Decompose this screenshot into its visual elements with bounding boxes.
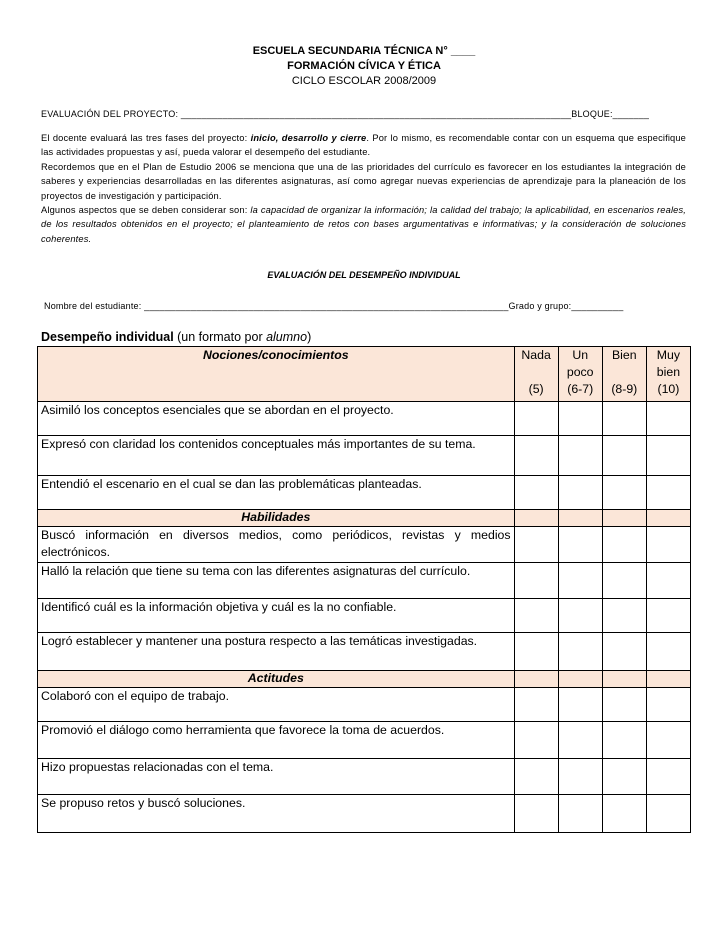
- rating-cell[interactable]: [558, 722, 602, 759]
- rating-cell[interactable]: [558, 527, 602, 563]
- table-subtitle: [41, 330, 311, 344]
- header-nociones: [38, 347, 515, 402]
- section-cell: [646, 671, 690, 688]
- subtitle-italic: alumno: [266, 330, 308, 344]
- evaluation-table: [37, 346, 691, 833]
- table-row: [38, 633, 691, 671]
- col-nada-top: Nada: [521, 348, 551, 362]
- intro-p1-b: . Por lo mismo, es recomendable contar con un esquema que especifique las actividades propuestas y así, pueda valorar el desempeño del estudiante.: [41, 133, 686, 158]
- subtitle-bold: Desempeño individual: [41, 330, 174, 344]
- intro-paragraph-2: Recordemos que en el Plan de Estudio 2006 se menciona que una de las prioridades del currículo es favorecer en los estudiantes la integración de saberes y experiencias desarrolladas en las diferentes asignaturas, así como agregar nuevas experiencias de aprendizaje para la planeación de los proyectos de investigación y participación.: [41, 161, 686, 201]
- row-criterion: Halló la relación que tiene su tema con las diferentes asignaturas del currículo.: [38, 563, 515, 599]
- subject-name: FORMACIÓN CÍVICA Y ÉTICA: [287, 60, 441, 72]
- rating-cell[interactable]: [646, 563, 690, 599]
- col-un-poco-top: Un: [572, 348, 589, 362]
- rating-cell[interactable]: [646, 759, 690, 795]
- section-cell: [646, 510, 690, 527]
- rating-cell[interactable]: [558, 476, 602, 510]
- rating-cell[interactable]: [558, 599, 602, 633]
- rating-cell[interactable]: [602, 476, 646, 510]
- rating-cell[interactable]: [602, 722, 646, 759]
- table-row: [38, 527, 691, 563]
- rating-cell[interactable]: [514, 795, 558, 833]
- rating-cell[interactable]: [646, 795, 690, 833]
- rating-cell[interactable]: [602, 436, 646, 476]
- intro-paragraph-3: [41, 203, 686, 246]
- rating-cell[interactable]: [602, 402, 646, 436]
- rating-cell[interactable]: [514, 633, 558, 671]
- table-row: [38, 795, 691, 833]
- col-muy-bien-mid: bien: [656, 365, 681, 379]
- rating-cell[interactable]: [558, 563, 602, 599]
- col-un-poco-mid: poco: [566, 365, 594, 379]
- row-criterion: Colaboró con el equipo de trabajo.: [38, 688, 515, 722]
- row-criterion: Hizo propuestas relacionadas con el tema.: [38, 759, 515, 795]
- rating-cell[interactable]: [514, 563, 558, 599]
- table-row: [38, 402, 691, 436]
- rating-cell[interactable]: [646, 722, 690, 759]
- rating-cell[interactable]: [646, 527, 690, 563]
- rating-cell[interactable]: [646, 436, 690, 476]
- table-row: [38, 688, 691, 722]
- intro-p3-b: la capacidad de organizar la información; la calidad del trabajo; la aplicabilidad, en escenarios reales, de los resultados obtenidos en el proyecto; el planteamiento de retos con bases argumentativas e informativas; y la consideración de soluciones coherentes.: [41, 205, 687, 244]
- section-row-habilidades: [38, 510, 691, 527]
- section-cell: [558, 510, 602, 527]
- table-row: [38, 599, 691, 633]
- rating-cell[interactable]: [558, 688, 602, 722]
- rating-cell[interactable]: [602, 599, 646, 633]
- section-title: EVALUACIÓN DEL DESEMPEÑO INDIVIDUAL: [267, 270, 461, 280]
- rating-cell[interactable]: [514, 722, 558, 759]
- nociones-title: Nociones/conocimientos: [203, 348, 349, 362]
- row-criterion: Buscó información en diversos medios, como periódicos, revistas y medios electrónicos.: [38, 527, 515, 563]
- rating-cell[interactable]: [558, 436, 602, 476]
- rating-cell[interactable]: [514, 476, 558, 510]
- rating-cell[interactable]: [514, 402, 558, 436]
- document-header: [0, 44, 728, 89]
- table-row: [38, 722, 691, 759]
- rating-cell[interactable]: [602, 688, 646, 722]
- intro-p3-a: Algunos aspectos que se deben considerar son:: [41, 205, 251, 216]
- rating-cell[interactable]: [514, 688, 558, 722]
- rating-cell[interactable]: [558, 402, 602, 436]
- table-header-row: [38, 347, 691, 402]
- project-line: EVALUACIÓN DEL PROYECTO: ___________________________________________________________________________BLOQUE:_______: [41, 109, 650, 119]
- rating-cell[interactable]: [514, 527, 558, 563]
- col-un-poco-bottom: (6-7): [567, 382, 594, 396]
- rating-cell[interactable]: [602, 527, 646, 563]
- col-muy-bien: [646, 347, 690, 402]
- section-cell: [602, 510, 646, 527]
- row-criterion: Expresó con claridad los contenidos conceptuales más importantes de su tema.: [38, 436, 515, 476]
- rating-cell[interactable]: [558, 795, 602, 833]
- table-row: [38, 563, 691, 599]
- intro-phases: inicio, desarrollo y cierre: [250, 133, 367, 143]
- rating-cell[interactable]: [602, 633, 646, 671]
- section-cell: [558, 671, 602, 688]
- col-bien-mid: [603, 364, 646, 381]
- intro-text: [41, 131, 686, 246]
- student-name-line: Nombre del estudiante: ______________________________________________________________________Grado y grupo:__________: [44, 301, 624, 311]
- habilidades-title: Habilidades: [38, 510, 515, 527]
- actitudes-title: Actitudes: [38, 671, 515, 688]
- rating-cell[interactable]: [558, 633, 602, 671]
- rating-cell[interactable]: [514, 759, 558, 795]
- row-criterion: Identificó cuál es la información objetiva y cuál es la no confiable.: [38, 599, 515, 633]
- intro-p1-a: El docente evaluará las tres fases del proyecto:: [41, 133, 251, 143]
- rating-cell[interactable]: [602, 759, 646, 795]
- col-nada-mid: [515, 364, 558, 381]
- row-criterion: Se propuso retos y buscó soluciones.: [38, 795, 515, 833]
- col-un-poco: [558, 347, 602, 402]
- table-row: [38, 476, 691, 510]
- row-criterion: Logró establecer y mantener una postura respecto a las temáticas investigadas.: [38, 633, 515, 671]
- col-muy-bien-bottom: (10): [657, 382, 680, 396]
- intro-paragraph-1: [41, 131, 686, 160]
- table-row: [38, 436, 691, 476]
- rating-cell[interactable]: [646, 633, 690, 671]
- col-bien-bottom: (8-9): [611, 382, 638, 396]
- rating-cell[interactable]: [558, 759, 602, 795]
- rating-cell[interactable]: [646, 599, 690, 633]
- table-row: [38, 759, 691, 795]
- row-criterion: Asimiló los conceptos esenciales que se abordan en el proyecto.: [38, 402, 515, 436]
- row-criterion: Entendió el escenario en el cual se dan las problemáticas planteadas.: [38, 476, 515, 510]
- school-name: ESCUELA SECUNDARIA TÉCNICA N° ____: [252, 45, 476, 57]
- rating-cell[interactable]: [602, 795, 646, 833]
- section-row-actitudes: [38, 671, 691, 688]
- col-bien: [602, 347, 646, 402]
- subtitle-close: ): [307, 330, 312, 344]
- col-bien-top: Bien: [611, 348, 637, 362]
- school-cycle: CICLO ESCOLAR 2008/2009: [291, 75, 437, 87]
- row-criterion: Promovió el diálogo como herramienta que favorece la toma de acuerdos.: [38, 722, 515, 759]
- rating-cell[interactable]: [646, 402, 690, 436]
- rating-cell[interactable]: [514, 436, 558, 476]
- section-cell: [602, 671, 646, 688]
- section-cell: [514, 510, 558, 527]
- col-nada: [514, 347, 558, 402]
- subtitle-normal: (un formato por: [173, 330, 267, 344]
- rating-cell[interactable]: [514, 599, 558, 633]
- section-cell: [514, 671, 558, 688]
- rating-cell[interactable]: [646, 688, 690, 722]
- col-nada-bottom: (5): [528, 382, 544, 396]
- rating-cell[interactable]: [602, 563, 646, 599]
- col-muy-bien-top: Muy: [656, 348, 681, 362]
- rating-cell[interactable]: [646, 476, 690, 510]
